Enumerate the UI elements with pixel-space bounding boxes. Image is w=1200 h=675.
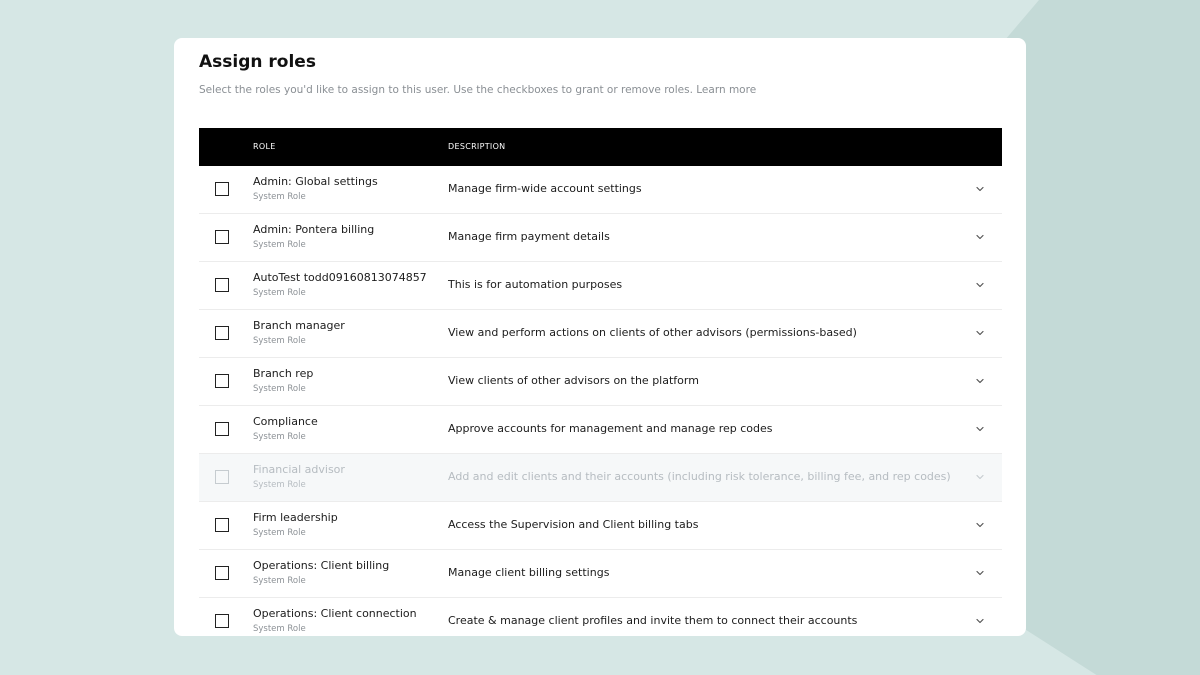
- role-description: Manage firm payment details: [448, 230, 610, 243]
- chevron-down-icon[interactable]: [974, 519, 986, 531]
- role-checkbox[interactable]: [215, 374, 229, 388]
- table-row[interactable]: [199, 406, 1002, 454]
- chevron-down-icon[interactable]: [974, 615, 986, 627]
- table-row[interactable]: [199, 502, 1002, 550]
- chevron-down-icon[interactable]: [974, 231, 986, 243]
- role-checkbox[interactable]: [215, 614, 229, 628]
- table-row[interactable]: [199, 550, 1002, 598]
- assign-roles-dialog: [174, 38, 1026, 636]
- table-row[interactable]: [199, 214, 1002, 262]
- role-checkbox: [215, 470, 229, 484]
- role-checkbox[interactable]: [215, 518, 229, 532]
- role-name: Compliance: [253, 415, 318, 428]
- role-description: Manage firm-wide account settings: [448, 182, 642, 195]
- role-type: System Role: [253, 576, 306, 586]
- table-row[interactable]: [199, 598, 1002, 636]
- role-name: Firm leadership: [253, 511, 338, 524]
- learn-more-link[interactable]: Learn more: [696, 84, 757, 96]
- role-checkbox[interactable]: [215, 422, 229, 436]
- role-name: Operations: Client billing: [253, 559, 390, 572]
- chevron-down-icon[interactable]: [974, 423, 986, 435]
- table-row[interactable]: [199, 262, 1002, 310]
- role-checkbox[interactable]: [215, 182, 229, 196]
- role-name: Branch rep: [253, 367, 314, 380]
- subtitle-text: Select the roles you'd like to assign to this user. Use the checkboxes to grant or remove roles.: [199, 84, 693, 96]
- column-header-description: DESCRIPTION: [448, 142, 506, 151]
- role-type: System Role: [253, 528, 306, 538]
- role-name: Admin: Global settings: [253, 175, 378, 188]
- role-description: Create & manage client profiles and invite them to connect their accounts: [448, 614, 858, 627]
- role-description: Approve accounts for management and manage rep codes: [448, 422, 773, 435]
- role-checkbox[interactable]: [215, 326, 229, 340]
- role-type: System Role: [253, 432, 306, 442]
- table-row: [199, 454, 1002, 502]
- chevron-down-icon[interactable]: [974, 375, 986, 387]
- table-row[interactable]: [199, 310, 1002, 358]
- role-name: Admin: Pontera billing: [253, 223, 375, 236]
- role-name: Branch manager: [253, 319, 345, 332]
- role-description: View and perform actions on clients of other advisors (permissions-based): [448, 326, 857, 339]
- role-checkbox[interactable]: [215, 230, 229, 244]
- table-header: [199, 128, 1002, 166]
- chevron-down-icon[interactable]: [974, 183, 986, 195]
- chevron-down-icon[interactable]: [974, 327, 986, 339]
- role-description: Add and edit clients and their accounts (including risk tolerance, billing fee, and rep codes): [448, 470, 951, 483]
- page-title: Assign roles: [199, 52, 316, 72]
- role-type: System Role: [253, 336, 306, 346]
- roles-table-body: [199, 166, 1002, 636]
- role-name: Financial advisor: [253, 463, 345, 476]
- role-type: System Role: [253, 240, 306, 250]
- role-type: System Role: [253, 624, 306, 634]
- role-description: This is for automation purposes: [448, 278, 623, 291]
- page-subtitle: [199, 84, 756, 96]
- role-type: System Role: [253, 288, 306, 298]
- role-description: View clients of other advisors on the platform: [448, 374, 699, 387]
- role-description: Access the Supervision and Client billing tabs: [448, 518, 699, 531]
- column-header-role: ROLE: [253, 142, 276, 151]
- role-description: Manage client billing settings: [448, 566, 610, 579]
- chevron-down-icon[interactable]: [974, 279, 986, 291]
- role-name: AutoTest todd09160813074857: [253, 271, 427, 284]
- role-type: System Role: [253, 384, 306, 394]
- role-checkbox[interactable]: [215, 278, 229, 292]
- role-checkbox[interactable]: [215, 566, 229, 580]
- chevron-down-icon[interactable]: [974, 567, 986, 579]
- role-type: System Role: [253, 192, 306, 202]
- role-type: System Role: [253, 480, 306, 490]
- table-row[interactable]: [199, 166, 1002, 214]
- role-name: Operations: Client connection: [253, 607, 417, 620]
- table-row[interactable]: [199, 358, 1002, 406]
- chevron-down-icon: [974, 471, 986, 483]
